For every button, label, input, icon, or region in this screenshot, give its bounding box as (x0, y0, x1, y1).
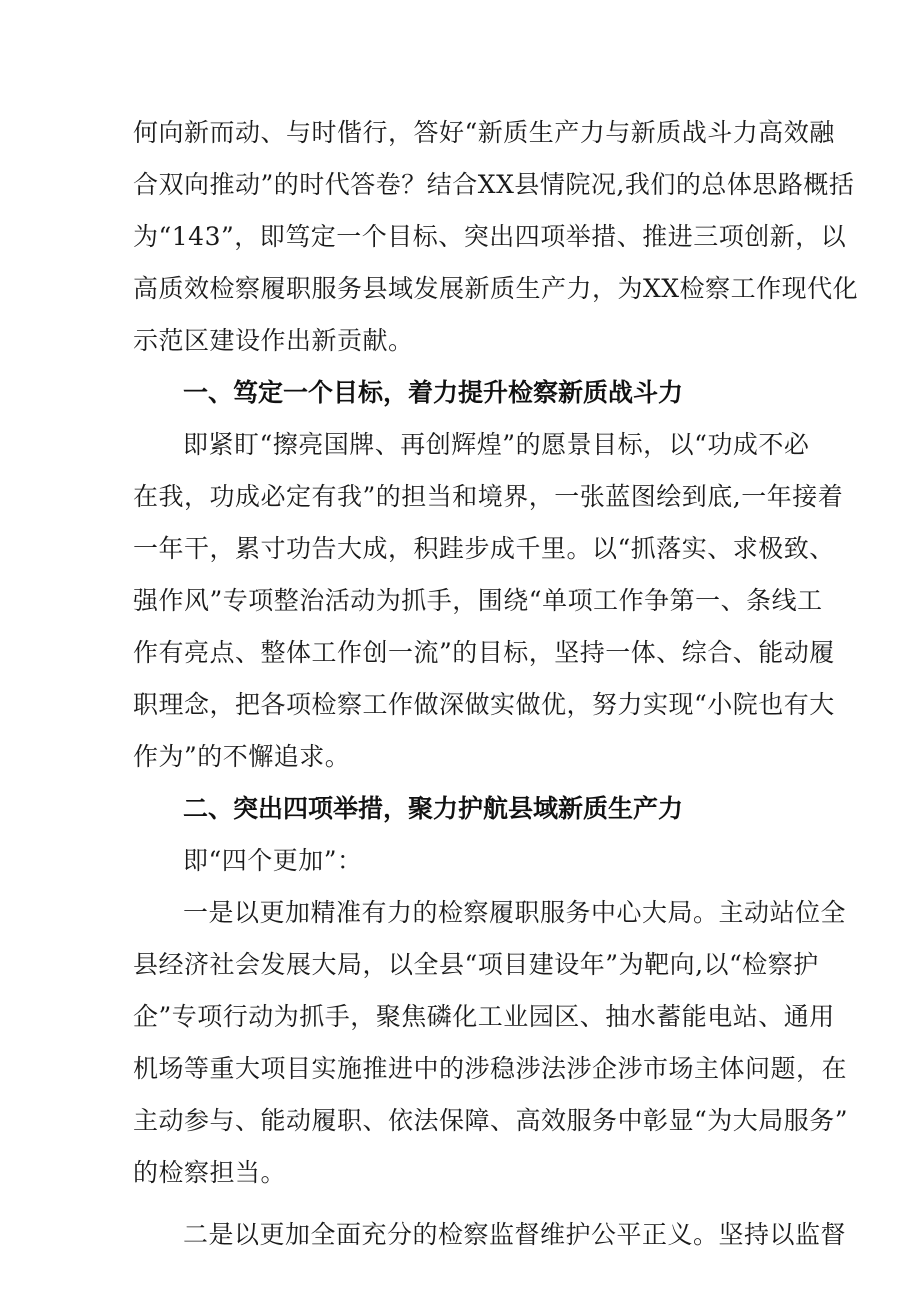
text-line: 作有亮点、整体工作创一流”的目标，坚持一体、综合、能动履 (133, 638, 835, 667)
text-line: 企”专项行动为抓手，聚焦磷化工业园区、抽水蓄能电站、通用 (133, 1002, 835, 1031)
text-line: 在我，功成必定有我”的担当和境界，一张蓝图绘到底,一年接着 (133, 482, 844, 511)
text-line: 的检察担当。 (133, 1158, 287, 1187)
paragraph-gap (133, 1199, 793, 1209)
text-line: 强作风”专项整治活动为抓手，围绕“单项工作争第一、条线工 (133, 586, 823, 615)
text-line: 一年干，累寸功告大成，积跬步成千里。以“抓落实、求极致、 (133, 534, 835, 563)
text-line: 示范区建设作出新贡献。 (133, 326, 414, 355)
section1-paragraph (133, 419, 844, 783)
section-heading-1: 一、笃定一个目标，着力提升检察新质战斗力 (183, 378, 684, 407)
text-line: 二是以更加全面充分的检察监督维护公平正义。坚持以监督 (183, 1220, 847, 1249)
intro-paragraph (133, 107, 859, 367)
text-line: 即紧盯“擦亮国牌、再创辉煌”的愿景目标，以“功成不必 (183, 430, 810, 459)
point2-paragraph (133, 1209, 847, 1261)
section2-intro: 即“四个更加”： (183, 846, 363, 875)
point1-paragraph (133, 887, 849, 1199)
text-line: 何向新而动、与时偕行，答好“新质生产力与新质战斗力高效融 (133, 118, 835, 147)
text-line: 为“143”，即笃定一个目标、突出四项举措、推进三项创新，以 (133, 222, 847, 251)
text-line: 一是以更加精准有力的检察履职服务中心大局。主动站位全 (183, 898, 847, 927)
text-line: 职理念，把各项检察工作做深做实做优，努力实现“小院也有大 (133, 690, 835, 719)
section-heading-2: 二、突出四项举措，聚力护航县域新质生产力 (183, 794, 684, 823)
text-line: 机场等重大项目实施推进中的涉稳涉法涉企涉市场主体问题，在 (133, 1054, 848, 1083)
text-line: 高质效检察履职服务县域发展新质生产力，为XX检察工作现代化 (133, 274, 859, 303)
text-line: 合双向推动”的时代答卷？结合XX县情院况,我们的总体思路概括 (133, 170, 855, 199)
text-line: 主动参与、能动履职、依法保障、高效服务中彰显“为大局服务” (133, 1106, 849, 1135)
text-line: 作为”的不懈追求。 (133, 742, 351, 771)
document-body (133, 107, 859, 1261)
text-line: 县经济社会发展大局，以全县“项目建设年”为靶向,以“检察护 (133, 950, 819, 979)
